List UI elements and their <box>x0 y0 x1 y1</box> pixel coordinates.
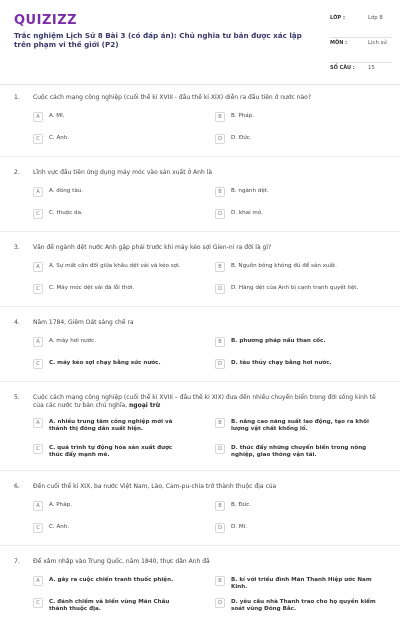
question-number: 3. <box>14 244 20 251</box>
option-text: C. thuộc da. <box>49 210 83 216</box>
question-text: Đến cuối thế kỉ XIX, ba nước Việt Nam, Lào, Cam-pu-chia trở thành thuộc địa của <box>33 483 277 490</box>
option-text: C. đánh chiếm và biến vùng Mãn Châu thành thuộc địa. <box>49 599 170 613</box>
option-letter: B <box>215 501 225 511</box>
meta-value: 15 <box>368 65 375 71</box>
option-text: B. kí với triều đình Mãn Thanh Hiệp ước Nam Kinh. <box>231 577 372 591</box>
option-text: A. Mĩ. <box>49 113 65 119</box>
question-3 <box>0 244 400 307</box>
option-letter: C <box>33 444 43 454</box>
question-text-main: Cuộc cách mạng công nghiệp (cuối thế kỉ XVIII – đầu thế kỉ XIX) đưa đến nhiều chuyển biến trong đời sống kinh tế của các nước tư bản chủ nghĩa, <box>33 394 376 409</box>
option-text: C. quá trình tự động hóa sản xuất được thúc đẩy mạnh mẽ. <box>49 445 173 459</box>
option-text: D. thúc đẩy những chuyển biến trong nông nghiệp, giao thông vận tải. <box>231 445 367 459</box>
option-text: A. máy hơi nước. <box>49 338 96 344</box>
meta-subject <box>330 38 388 63</box>
option-text: A. nhiều trung tâm công nghiệp mới và thành thị đông dân xuất hiện. <box>49 419 173 433</box>
option-letter: B <box>215 337 225 347</box>
option-text: C. Anh. <box>49 135 70 141</box>
option-text: D. Mĩ. <box>231 524 248 530</box>
meta-count <box>330 63 388 79</box>
option-letter: C <box>33 523 43 533</box>
option-letter: A <box>33 576 43 586</box>
worksheet-header <box>0 0 400 80</box>
question-text: Cuộc cách mạng công nghiệp (cuối thế kỉ XVIII - đầu thế kỉ XIX) diễn ra đầu tiên ở nước nào? <box>33 94 312 101</box>
meta-label: LỚP : <box>330 15 345 21</box>
question-5 <box>0 394 400 471</box>
option-letter: D <box>215 523 225 533</box>
question-number: 7. <box>14 558 20 565</box>
option-letter: B <box>215 187 225 197</box>
option-letter: C <box>33 359 43 369</box>
divider <box>0 381 400 382</box>
question-7 <box>0 558 400 620</box>
question-text: Vấn đề ngành dệt nước Anh gặp phải trước khi máy kéo sợi Gien-ni ra đời là gì? <box>33 244 272 251</box>
divider <box>0 156 400 157</box>
quizizz-logo[interactable]: QUIZIZZ <box>14 13 78 28</box>
option-letter: D <box>215 444 225 454</box>
option-text: A. đóng tàu. <box>49 188 84 194</box>
option-text: A. Pháp. <box>49 502 72 508</box>
option-letter: C <box>33 598 43 608</box>
option-text: D. yêu cầu nhà Thanh trao cho họ quyền kiểm soát vùng Đông Bắc. <box>231 599 376 613</box>
meta-label: SỐ CÂU : <box>330 65 355 71</box>
question-number: 4. <box>14 319 20 326</box>
option-letter: A <box>33 418 43 428</box>
option-letter: A <box>33 337 43 347</box>
question-list <box>0 94 400 624</box>
option-text: D. Hàng dệt của Anh bị cạnh tranh quyết liệt. <box>231 285 359 291</box>
option-letter: D <box>215 284 225 294</box>
divider <box>0 231 400 232</box>
question-number: 6. <box>14 483 20 490</box>
question-number: 2. <box>14 169 20 176</box>
option-text: D. khai mỏ. <box>231 210 264 216</box>
question-number: 1. <box>14 94 20 101</box>
option-letter: B <box>215 262 225 272</box>
option-text: D. Đức. <box>231 135 252 141</box>
question-text: Để xâm nhập vào Trung Quốc, năm 1840, thực dân Anh đã <box>33 558 210 565</box>
option-letter: B <box>215 418 225 428</box>
divider <box>0 470 400 471</box>
option-letter: B <box>215 112 225 122</box>
question-6 <box>0 483 400 546</box>
question-text: Năm 1784, Giêm Oát sáng chế ra <box>33 319 134 326</box>
question-text <box>33 394 388 410</box>
meta-value: Lịch sử <box>368 40 387 46</box>
question-4 <box>0 319 400 382</box>
option-letter: D <box>215 209 225 219</box>
meta-label: MÔN : <box>330 40 348 46</box>
option-letter: C <box>33 284 43 294</box>
question-number: 5. <box>14 394 20 401</box>
divider <box>0 545 400 546</box>
option-text: C. Máy móc dệt vải đã lỗi thời. <box>49 285 135 291</box>
question-2 <box>0 169 400 232</box>
option-text: C. máy kéo sợi chạy bằng sức nước. <box>49 360 161 366</box>
option-text: A. Sự mất cân đối giữa khâu dệt vải và kéo sợi. <box>49 263 181 269</box>
option-text: B. nâng cao năng suất lao động, tạo ra khối lượng vật chất khổng lồ. <box>231 419 369 433</box>
option-text: A. gây ra cuộc chiến tranh thuốc phiện. <box>49 577 174 583</box>
question-1 <box>0 94 400 157</box>
divider <box>0 306 400 307</box>
option-letter: D <box>215 359 225 369</box>
option-letter: D <box>215 134 225 144</box>
option-letter: C <box>33 209 43 219</box>
option-letter: B <box>215 576 225 586</box>
option-text: B. Nguồn bông không đủ để sản xuất. <box>231 263 337 269</box>
option-text: B. Đức. <box>231 502 252 508</box>
question-text-emphasis: ngoại trừ <box>129 402 160 409</box>
option-text: D. tàu thủy chạy bằng hơi nước. <box>231 360 332 366</box>
option-letter: A <box>33 262 43 272</box>
option-letter: A <box>33 501 43 511</box>
option-text: C. Anh. <box>49 524 70 530</box>
meta-class <box>330 13 388 38</box>
meta-value: Lớp 8 <box>368 15 383 21</box>
option-letter: A <box>33 187 43 197</box>
option-letter: A <box>33 112 43 122</box>
option-letter: D <box>215 598 225 608</box>
meta-panel <box>330 13 388 79</box>
option-text: B. Pháp. <box>231 113 255 119</box>
worksheet-title: Trắc nghiệm Lịch Sử 8 Bài 3 (có đáp án): Chủ nghĩa tư bản được xác lập trên phạm vi thế giới (P2) <box>14 31 302 50</box>
option-letter: C <box>33 134 43 144</box>
question-text: Lĩnh vực đầu tiên ứng dụng máy móc vào sản xuất ở Anh là <box>33 169 212 176</box>
header-divider <box>0 84 400 85</box>
option-text: B. phương pháp nấu than cốc. <box>231 338 326 344</box>
option-text: B. ngành dệt. <box>231 188 269 194</box>
